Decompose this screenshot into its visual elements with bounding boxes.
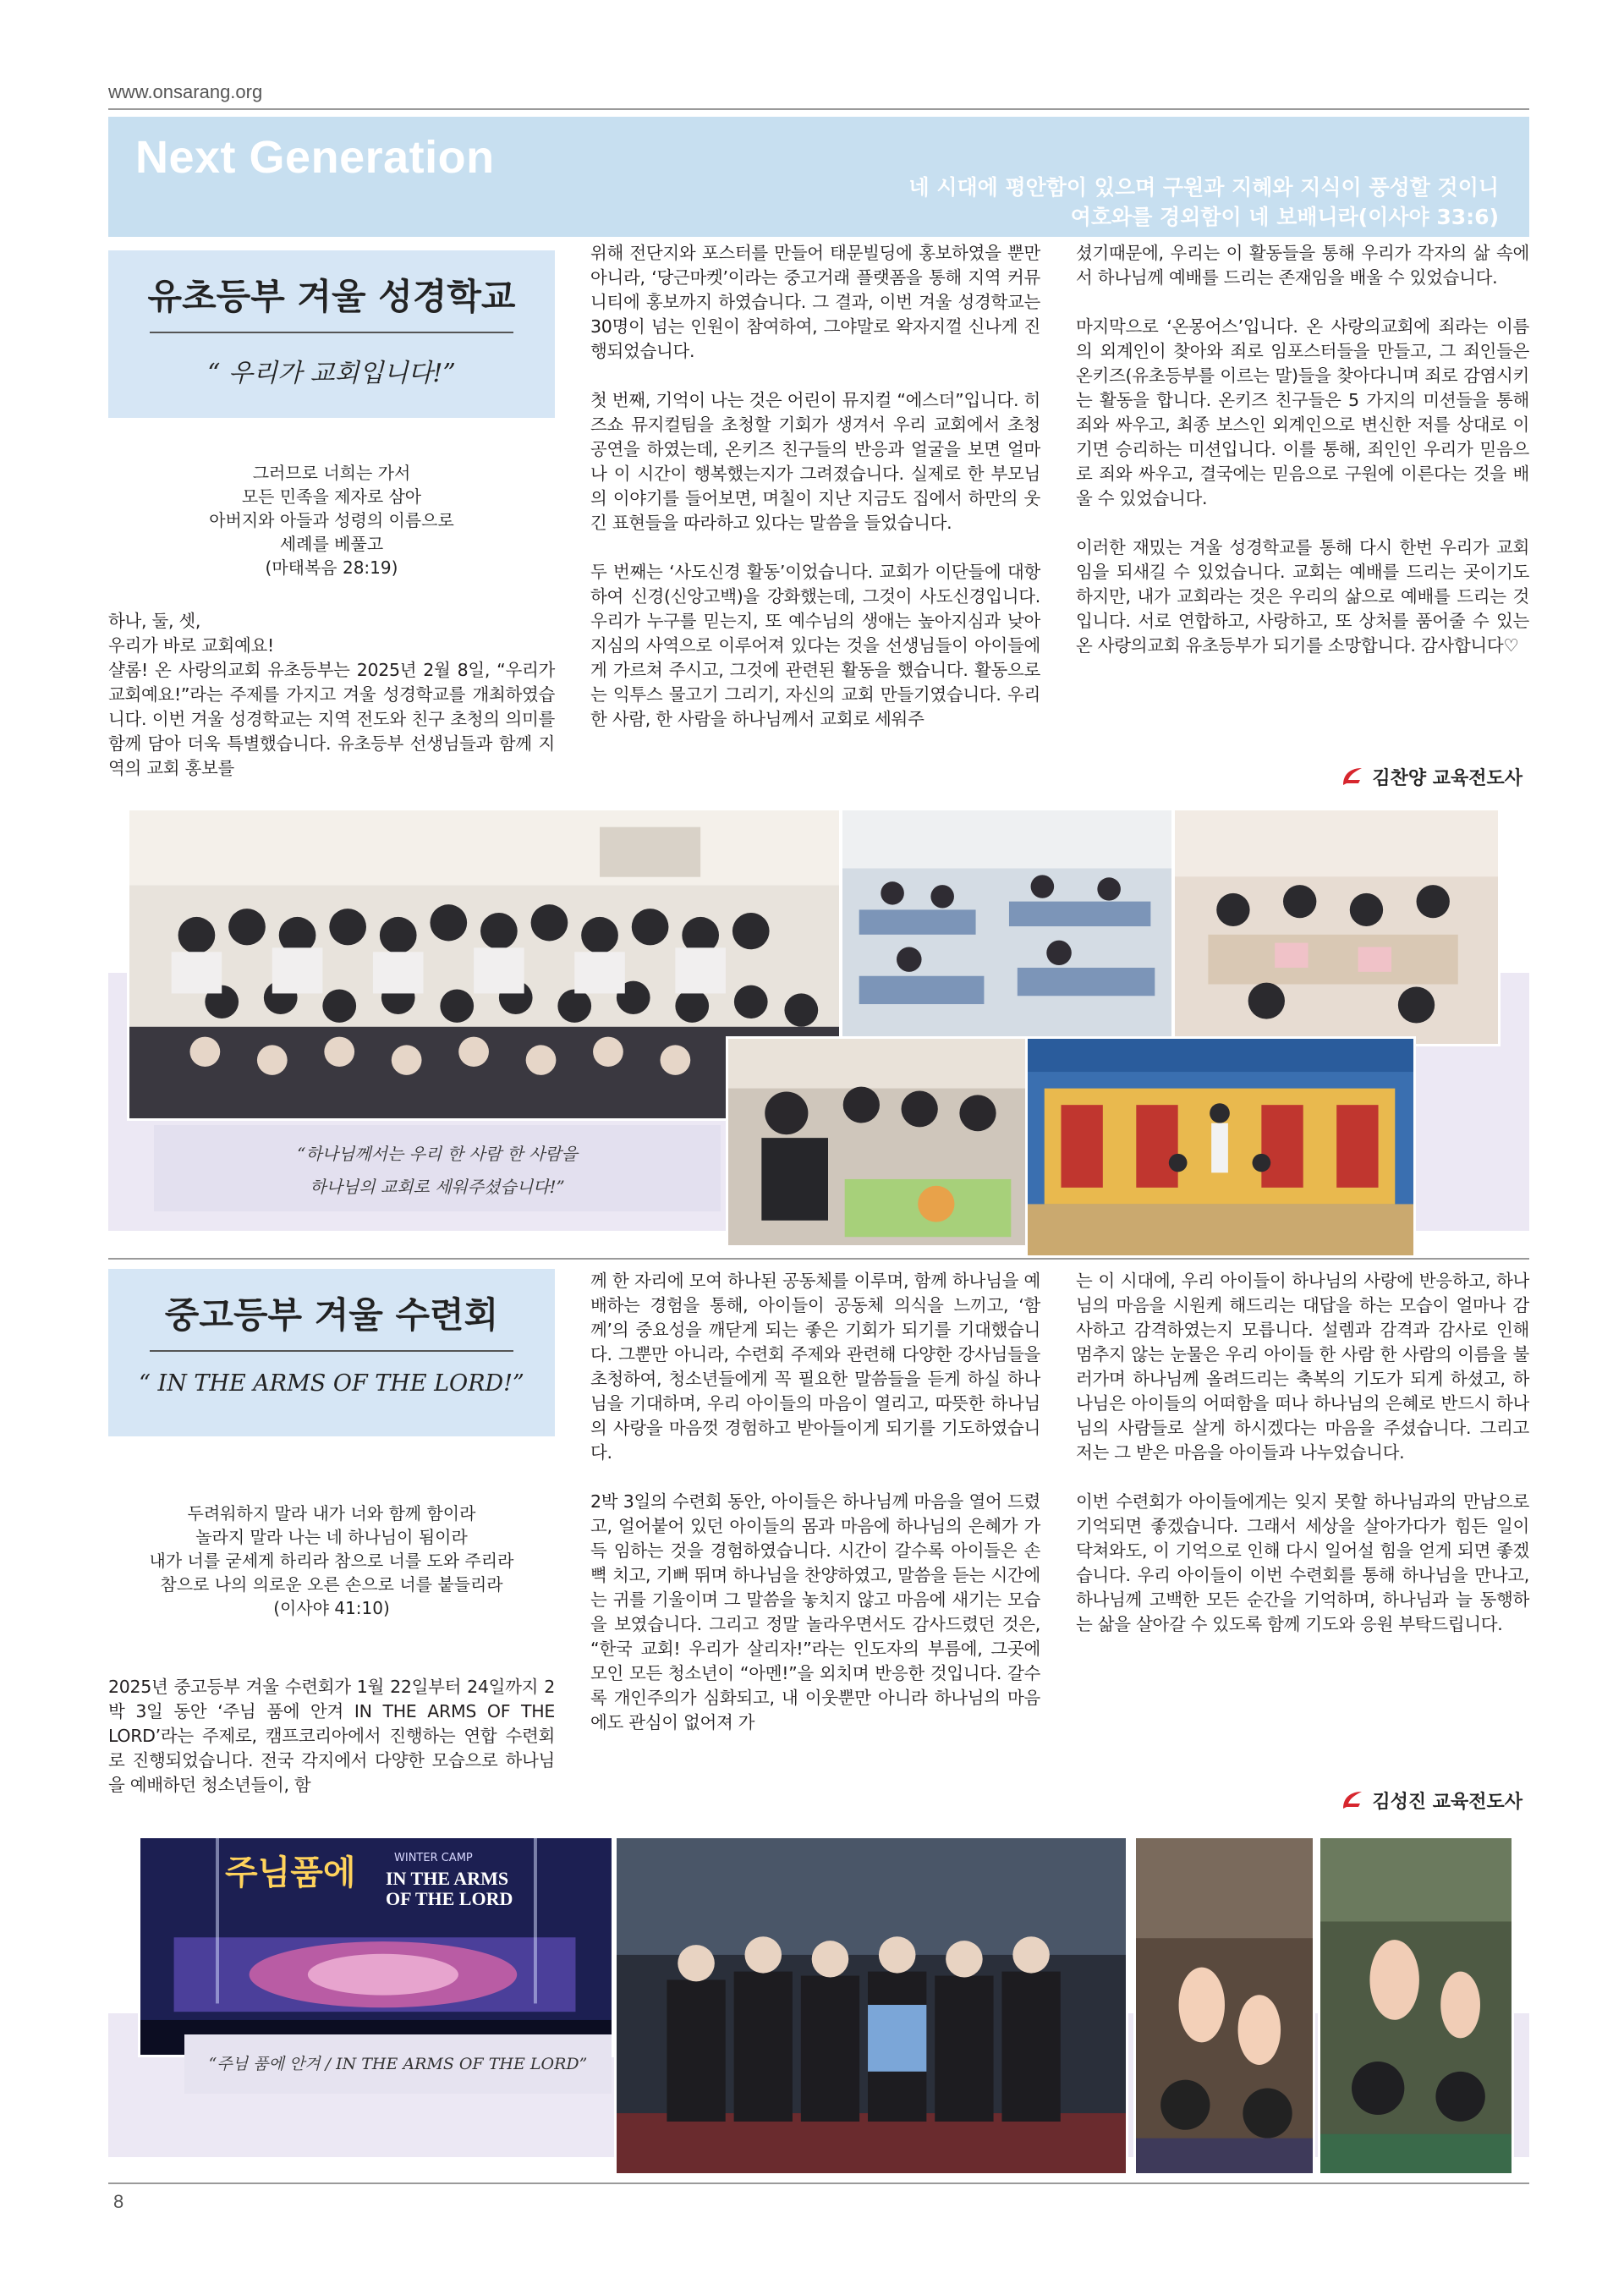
- article2-column1: 2025년 중고등부 겨울 수련회가 1월 22일부터 24일까지 2박 3일 동안 ‘주님 품에 안겨 IN THE ARMS OF THE LORD’라는 주제로, 캠프코리아에서 진행하는 연합 수련회로 진행되었습니다. 전국 각지에서 다양한 모습으로 하나님을 예배하던 청소년들이, 함: [108, 1677, 555, 1795]
- caption-line: “하나님께서는 우리 한 사람 한 사람을: [297, 1144, 578, 1164]
- paragraph: 2박 3일의 수련회 동안, 아이들은 하나님께 마음을 열어 드렸고, 얼어붙어 있던 아이들의 몸과 마음에 하나님의 은혜가 가득 임하는 것을 경험하였습니다. 시간이 갈수록 아이들은 손뼉 치고, 기뻐 뛰며 하나님을 찬양하였고, 말씀을 듣는 시간에는 귀를 기울이며 그 말씀을 놓치지 않고 마음에 새기는 모습을 보였습니다. 그리고 정말 놀라우면서도 감사드렸던 것은, “한국 교회! 우리가 살리자!”라는 인도자의 부름에, 그곳에 모인 모든 청소년이 “아멘!”을 외치며 반응한 것입니다. 갈수록 개인주의가 심화되고, 내 이웃뿐만 아니라 하나님의 마음에도 관심이 없어져 가: [590, 1491, 1040, 1732]
- paragraph: 위해 전단지와 포스터를 만들어 태문빌딩에 홍보하였을 뿐만 아니라, ‘당근마켓’이라는 중고거래 플랫폼을 통해 지역 커뮤니티에 홍보까지 하였습니다. 그 결과, 이번 겨울 성경학교는 30명이 넘는 인원이 참여하여, 그야말로 왁자지껄 신나게 진행되었습니다.: [590, 243, 1040, 361]
- classroom-activity-photo: [840, 808, 1174, 1046]
- praise-hands-photo-2: [1318, 1836, 1514, 2176]
- article2-subtitle: “ IN THE ARMS OF THE LORD!”: [139, 1370, 524, 1397]
- section-divider: [108, 1258, 1529, 1260]
- verse-line: 참으로 나의 의로운 오른 손으로 너를 붙들리라: [160, 1574, 503, 1595]
- paragraph: 첫 번째, 기억이 나는 것은 어린이 뮤지컬 “에스더”입니다. 히즈쇼 뮤지컬팀을 초청할 기회가 생겨서 우리 교회에서 초청 공연을 하였는데, 온키즈 친구들의 반응과 얼굴을 보면 얼마나 이 시간이 행복했는지가 그려졌습니다. 실제로 한 부모님의 이야기를 들어보면, 며칠이 지난 지금도 집에서 하만의 웃긴 표현들을 따라하고 있다는 말씀을 들었습니다.: [590, 390, 1040, 533]
- stage-screen-english: [386, 1869, 513, 1909]
- paragraph: 셨기때문에, 우리는 이 활동들을 통해 우리가 각자의 삶 속에서 하나님께 예배를 드리는 존재임을 배울 수 있었습니다.: [1076, 243, 1529, 288]
- paragraph: 이번 수련회가 아이들에게는 잊지 못할 하나님과의 만남으로 기억되면 좋겠습니다. 그래서 세상을 살아가다가 힘든 일이 닥쳐와도, 이 기억으로 인해 다시 일어설 힘을 얻게 되면 좋겠습니다. 우리 아이들이 이번 수련회를 통해 하나님을 만나고, 하나님께 고백한 모든 순간을 기억하며, 하나님과 늘 동행하는 삶을 살아갈 수 있도록 함께 기도와 응원 부탁드립니다.: [1076, 1491, 1529, 1634]
- site-url: www.onsarang.org: [108, 81, 263, 102]
- stage-screen-line: OF THE LORD: [386, 1888, 513, 1909]
- article2-verse: [108, 1502, 555, 1620]
- meal-time-photo: [726, 1036, 1030, 1248]
- musical-stage-photo: [1025, 1036, 1416, 1258]
- verse-line: 세례를 베풀고: [279, 534, 384, 554]
- verse-line: 모든 민족을 제자로 삼아: [241, 486, 422, 507]
- verse-line: (마태복음 28:19): [265, 557, 398, 578]
- article1-signature: [1338, 763, 1522, 790]
- article2-title-box: [108, 1269, 555, 1436]
- paragraph: 마지막으로 ‘온몽어스’입니다. 온 사랑의교회에 죄라는 이름의 외계인이 찾아와 죄로 임포스터들을 만들고, 그 죄인들은 온키즈(유초등부를 이르는 말)들을 찾아다니며 죄로 감염시키는 활동을 합니다. 온키즈 친구들은 5 가지의 미션들을 통해 죄와 싸우고, 최종 보스인 외계인으로 변신한 저를 상대로 이기면 승리하는 미션입니다. 이를 통해, 죄인인 우리가 믿음으로 죄와 싸우고, 결국에는 믿음으로 구원에 이른다는 것을 배울 수 있었습니다.: [1076, 316, 1529, 508]
- bottom-divider: [108, 2182, 1529, 2184]
- church-logo-icon: [1338, 1787, 1365, 1814]
- verse-line: 아버지와 아들과 성령의 이름으로: [209, 510, 454, 530]
- article1-title-box: [108, 250, 555, 418]
- article2-signature: [1338, 1787, 1522, 1814]
- stage-screen-line: IN THE ARMS: [386, 1868, 509, 1889]
- article2-column3: [1076, 1269, 1529, 1637]
- stage-screen-title: 주님품에: [225, 1853, 356, 1892]
- article1-verse: [108, 461, 555, 579]
- article1-column2: [590, 241, 1040, 732]
- craft-activity-photo: [1172, 808, 1501, 1046]
- verse-line: 그러므로 너희는 가서: [252, 463, 411, 483]
- page-number: 8: [113, 2191, 124, 2212]
- stage-screen-small: WINTER CAMP: [394, 1852, 473, 1864]
- paragraph: 두 번째는 ‘사도신경 활동’이었습니다. 교회가 이단들에 대항하여 신경(신앙고백)을 강화했는데, 그것이 사도신경입니다. 우리가 누구를 믿는지, 또 예수님의 생애는 높아지심과 낮아지심의 사역으로 이루어져 있다는 것을 선생님들이 아이들에게 가르쳐 주시고, 그것에 관련된 활동을 했습니다. 활동으로는 익투스 물고기 그리기, 자신의 교회 만들기였습니다. 우리 한 사람, 한 사람을 하나님께서 교회로 세워주: [590, 562, 1040, 729]
- worship-stage-photo: [138, 1836, 614, 2057]
- article1-subtitle: “ 우리가 교회입니다!”: [207, 359, 456, 388]
- verse-line: 놀라지 말라 나는 네 하나님이 됨이라: [195, 1527, 468, 1547]
- article1-title-divider: [150, 332, 513, 333]
- article1-column3: [1076, 241, 1529, 658]
- article2-photo-caption: [184, 2034, 612, 2094]
- article1-photo-caption: [154, 1125, 721, 1211]
- verse-line: (이사야 41:10): [273, 1598, 390, 1618]
- banner-verse: [908, 173, 1499, 232]
- article1-column1: 하나, 둘, 셋, 우리가 바로 교회예요! 샬롬! 온 사랑의교회 유초등부는 2025년 2월 8일, “우리가 교회예요!”라는 주제를 가지고 겨울 성경학교를 개최하였습니다. 이번 겨울 성경학교는 지역 전도와 친구 초청의 의미를 함께 담아 더욱 특별했습니다. 유초등부 선생님들과 함께 지역의 교회 홍보를: [108, 611, 555, 778]
- signature-text: 김성진 교육전도사: [1372, 1791, 1522, 1813]
- paragraph: 이러한 재밌는 겨울 성경학교를 통해 다시 한번 우리가 교회임을 되새길 수 있었습니다. 교회는 예배를 드리는 곳이기도 하지만, 내가 교회라는 것은 우리의 삶으로 예배를 드리는 것입니다. 서로 연합하고, 사랑하고, 또 상처를 품어줄 수 있는 온 사랑의교회 유초등부가 되기를 소망합니다. 감사합니다♡: [1076, 537, 1529, 656]
- caption-line: “주님 품에 안겨 / IN THE ARMS OF THE LORD”: [208, 2055, 588, 2073]
- praise-hands-photo-1: [1133, 1836, 1315, 2176]
- caption-line: 하나님의 교회로 세워주셨습니다!”: [310, 1177, 565, 1197]
- verse-line: 내가 너를 굳세게 하리라 참으로 너를 도와 주리라: [149, 1551, 514, 1571]
- banner-verse-line1: 네 시대에 평안함이 있으며 구원과 지혜와 지식이 풍성할 것이니: [908, 175, 1499, 200]
- paragraph: 께 한 자리에 모여 하나된 공동체를 이루며, 함께 하나님을 예배하는 경험을 통해, 아이들이 공동체 의식을 느끼고, ‘함께’의 중요성을 깨닫게 되는 좋은 기회가 되기를 기대했습니다. 그뿐만 아니라, 수련회 주제와 관련해 다양한 강사님들을 초청하여, 청소년들에게 꼭 필요한 말씀들을 듣게 하실 하나님을 기대하며, 우리 아이들의 마음이 열리고, 따뜻한 하나님의 사랑을 마음껏 경험하고 받아들이게 되기를 기도하였습니다.: [590, 1271, 1040, 1463]
- verse-line: 두려워하지 말라 내가 너와 함께 함이라: [187, 1503, 476, 1524]
- top-divider: [108, 108, 1529, 110]
- article1-title: 유초등부 겨울 성경학교: [147, 276, 516, 317]
- banner-verse-line2: 여호와를 경외함이 네 보배니라(이사야 33:6): [1070, 205, 1499, 229]
- article2-title-divider: [150, 1350, 513, 1352]
- paragraph: 는 이 시대에, 우리 아이들이 하나님의 사랑에 반응하고, 하나님의 마음을 시원케 해드리는 대답을 하는 모습이 얼마나 감사하고 감격하였는지 모릅니다. 설렘과 감격과 감사로 인해 멈추지 않는 눈물은 우리 아이들 한 사람 한 사람의 이름을 불러가며 하나님께 올려드리는 축복의 기도가 되게 하셨고, 하나님은 아이들의 어떠함을 떠나 하나님의 은혜로 반드시 하나님의 사람들로 살게 하시겠다는 마음을 주셨습니다. 그리고 저는 그 받은 마음을 아이들과 나누었습니다.: [1076, 1271, 1529, 1463]
- signature-text: 김찬양 교육전도사: [1372, 767, 1522, 789]
- article2-title: 중고등부 겨울 수련회: [164, 1294, 499, 1336]
- group-photo-students: [614, 1836, 1128, 2176]
- section-title: Next Generation: [135, 132, 495, 183]
- article2-column2: [590, 1269, 1040, 1735]
- church-logo-icon: [1338, 763, 1365, 790]
